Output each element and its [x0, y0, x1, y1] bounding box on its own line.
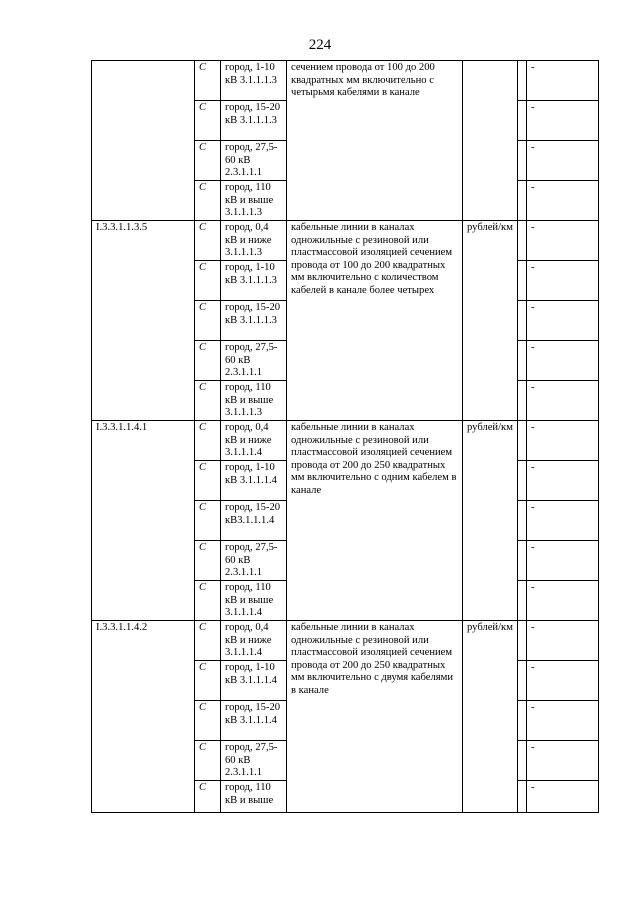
zone-cell: город, 110 кВ и выше 3.1.1.1.3: [221, 181, 287, 221]
zone-cell: город, 1-10 кВ 3.1.1.1.4: [221, 461, 287, 501]
rate-value-cell: -: [527, 261, 599, 301]
blank-cell: [518, 741, 527, 781]
item-code: I.3.3.1.1.3.5: [92, 221, 195, 421]
blank-cell: [518, 221, 527, 261]
zone-cell: город, 110 кВ и выше 3.1.1.1.4: [221, 581, 287, 621]
category-cell: С: [195, 301, 221, 341]
rate-value-cell: -: [527, 461, 599, 501]
blank-cell: [518, 781, 527, 813]
zone-cell: город, 27,5-60 кВ 2.3.1.1.1: [221, 141, 287, 181]
blank-cell: [518, 381, 527, 421]
zone-cell: город, 1-10 кВ 3.1.1.1.4: [221, 661, 287, 701]
rate-value-cell: -: [527, 581, 599, 621]
zone-cell: город, 27,5-60 кВ 2.3.1.1.1: [221, 541, 287, 581]
rate-value-cell: -: [527, 501, 599, 541]
rate-value-cell: -: [527, 621, 599, 661]
zone-cell: город, 0,4 кВ и ниже 3.1.1.1.4: [221, 421, 287, 461]
rate-value-cell: -: [527, 781, 599, 813]
category-cell: С: [195, 381, 221, 421]
rate-value-cell: -: [527, 341, 599, 381]
category-cell: С: [195, 341, 221, 381]
unit-cell: рублей/км: [463, 421, 518, 621]
unit-cell: рублей/км: [463, 621, 518, 813]
category-cell: С: [195, 541, 221, 581]
rate-value-cell: -: [527, 141, 599, 181]
category-cell: С: [195, 581, 221, 621]
rate-value-cell: -: [527, 701, 599, 741]
rate-value-cell: -: [527, 381, 599, 421]
zone-cell: город, 110 кВ и выше 3.1.1.1.3: [221, 381, 287, 421]
blank-cell: [518, 701, 527, 741]
category-cell: С: [195, 741, 221, 781]
rate-value-cell: -: [527, 221, 599, 261]
blank-cell: [518, 421, 527, 461]
zone-cell: город, 15-20 кВ 3.1.1.1.4: [221, 701, 287, 741]
item-code: I.3.3.1.1.4.1: [92, 421, 195, 621]
blank-cell: [518, 101, 527, 141]
description-cell: кабельные линии в каналах одножильные с резиновой или пластмассовой изоляцией сечением провода от 200 до 250 квадратных мм включительно с одним кабелем в канале: [287, 421, 463, 621]
blank-cell: [518, 141, 527, 181]
blank-cell: [518, 181, 527, 221]
tariff-table: [91, 60, 599, 813]
zone-cell: город, 0,4 кВ и ниже 3.1.1.1.4: [221, 621, 287, 661]
category-cell: С: [195, 661, 221, 701]
description-cell: кабельные линии в каналах одножильные с резиновой или пластмассовой изоляцией сечением провода от 200 до 250 квадратных мм включительно с двумя кабелями в канале: [287, 621, 463, 813]
rate-value-cell: -: [527, 101, 599, 141]
category-cell: С: [195, 501, 221, 541]
category-cell: С: [195, 421, 221, 461]
rate-value-cell: -: [527, 541, 599, 581]
item-code: I.3.3.1.1.4.2: [92, 621, 195, 813]
zone-cell: город, 0,4 кВ и ниже 3.1.1.1.3: [221, 221, 287, 261]
table-row: [92, 61, 599, 101]
zone-cell: город, 1-10 кВ 3.1.1.1.3: [221, 61, 287, 101]
rate-value-cell: -: [527, 61, 599, 101]
category-cell: С: [195, 701, 221, 741]
description-cell: кабельные линии в каналах одножильные с резиновой или пластмассовой изоляцией сечением провода от 100 до 200 квадратных мм включительно с количеством кабелей в канале более четырех: [287, 221, 463, 421]
blank-cell: [518, 341, 527, 381]
zone-cell: город, 27,5-60 кВ 2.3.1.1.1: [221, 341, 287, 381]
zone-cell: город, 15-20 кВ 3.1.1.1.3: [221, 301, 287, 341]
zone-cell: город, 15-20 кВ 3.1.1.1.3: [221, 101, 287, 141]
zone-cell: город, 27,5-60 кВ 2.3.1.1.1: [221, 741, 287, 781]
category-cell: С: [195, 781, 221, 813]
blank-cell: [518, 261, 527, 301]
category-cell: С: [195, 181, 221, 221]
blank-cell: [518, 461, 527, 501]
page-number: 224: [308, 37, 332, 53]
table-row: [92, 221, 599, 261]
zone-cell: город, 1-10 кВ 3.1.1.1.3: [221, 261, 287, 301]
unit-cell: рублей/км: [463, 221, 518, 421]
category-cell: С: [195, 221, 221, 261]
blank-cell: [518, 541, 527, 581]
zone-cell: город, 110 кВ и выше: [221, 781, 287, 813]
zone-cell: город, 15-20 кВ3.1.1.1.4: [221, 501, 287, 541]
description-cell: сечением провода от 100 до 200 квадратных мм включительно с четырьмя кабелями в канале: [287, 61, 463, 221]
category-cell: С: [195, 61, 221, 101]
table-row: [92, 421, 599, 461]
unit-cell: [463, 61, 518, 221]
category-cell: С: [195, 261, 221, 301]
blank-cell: [518, 661, 527, 701]
category-cell: С: [195, 141, 221, 181]
category-cell: С: [195, 101, 221, 141]
blank-cell: [518, 61, 527, 101]
table-row: [92, 621, 599, 661]
rate-value-cell: -: [527, 301, 599, 341]
category-cell: С: [195, 461, 221, 501]
rate-value-cell: -: [527, 741, 599, 781]
blank-cell: [518, 621, 527, 661]
rate-value-cell: -: [527, 421, 599, 461]
category-cell: С: [195, 621, 221, 661]
rate-value-cell: -: [527, 181, 599, 221]
blank-cell: [518, 301, 527, 341]
blank-cell: [518, 581, 527, 621]
rate-value-cell: -: [527, 661, 599, 701]
blank-cell: [518, 501, 527, 541]
item-code: [92, 61, 195, 221]
